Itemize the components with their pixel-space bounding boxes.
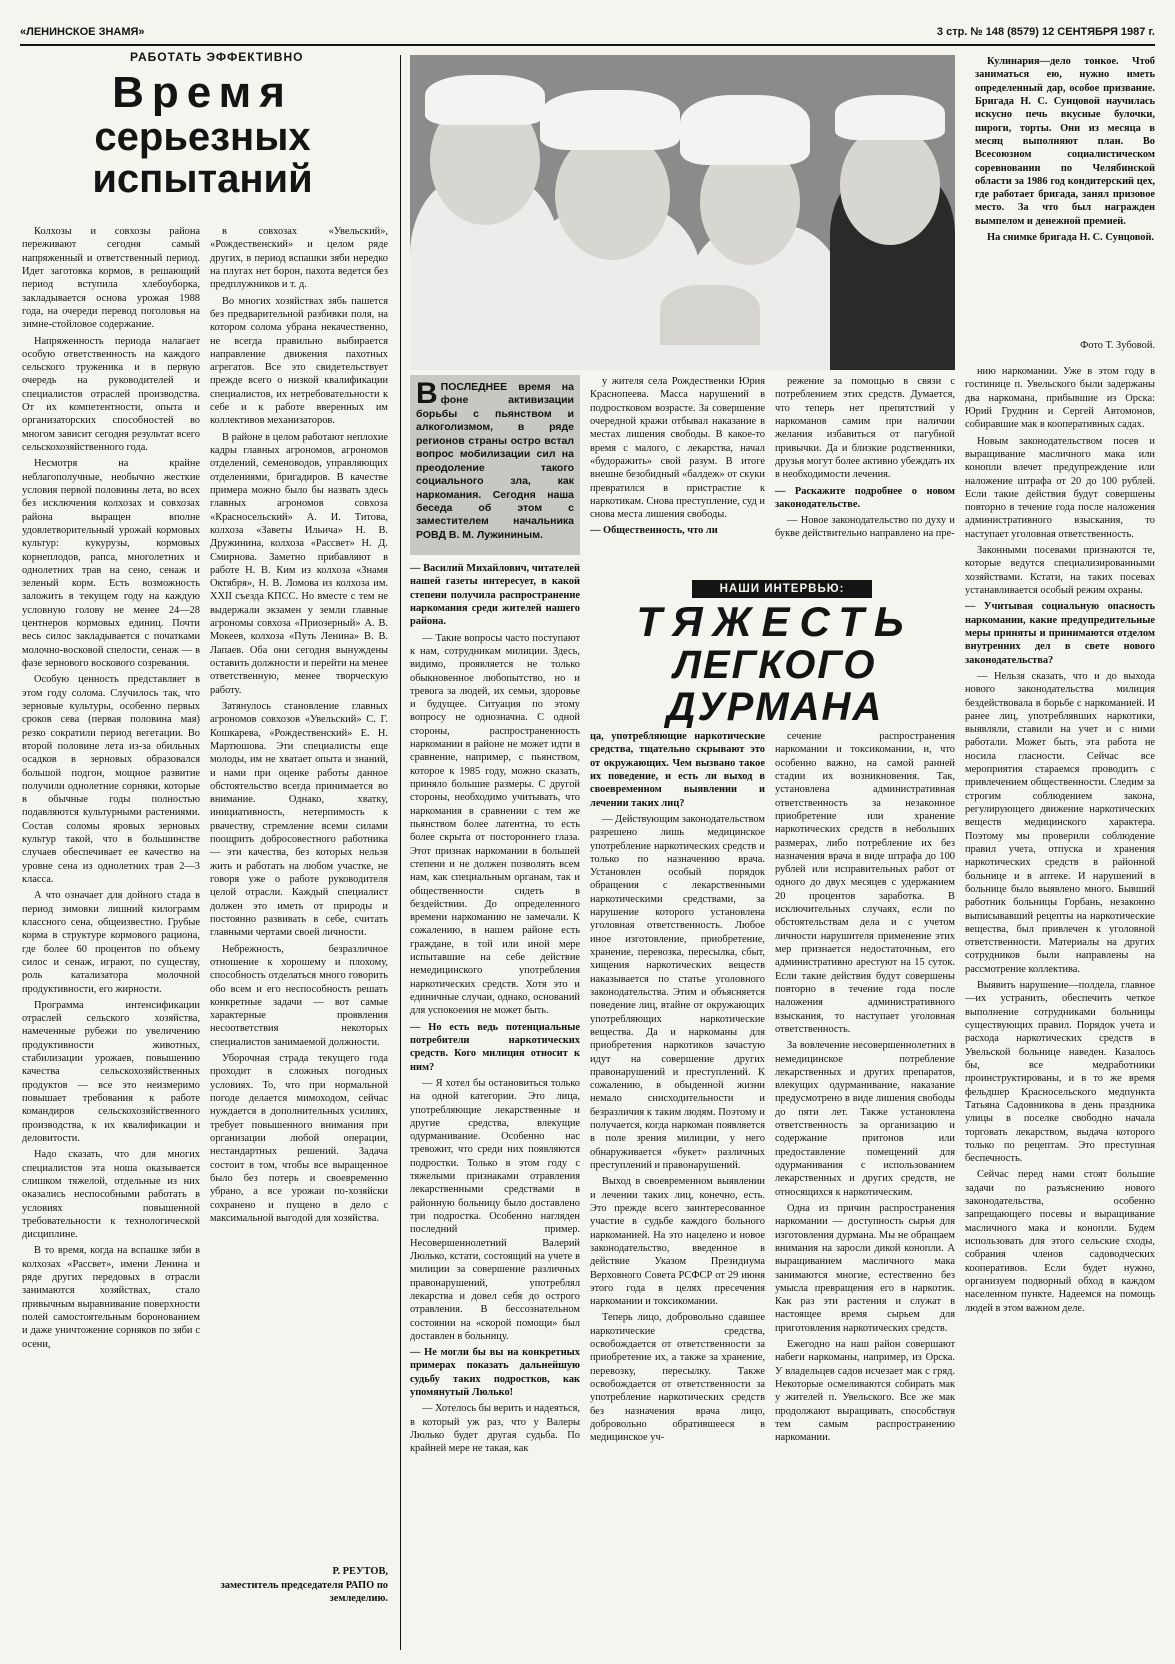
answer: Теперь лицо, добровольно сдавшее наркотические средства, освобождается от ответственности за приобретение их, а также за хранение, перевозку, пересылку. Также освобождается от ответственности за употребление наркотических средств без назначения врача лицо, добровольно обратившееся в медицинское уч-: [590, 1312, 765, 1444]
article1-title-line3: испытаний: [92, 157, 313, 202]
answer: Законными посевами признаются те, которые ведутся специализированными хозяйствами. Кстати, на таких посевах устанавливается особый режим охраны.: [965, 545, 1155, 596]
paragraph: Несмотря на крайне неблагополучные, необычно жесткие условия первой половины лета, во всех без исключения колхозах и совхозах района выращен вполне удовлетворительный урожай кормовых культур: кукурузы, кормовых корнеплодов, рапса, многолетних и однолетних трав на сено, сенаж и зеленый корм. Есть возможность заложить в текущем году на каждую условную голову не менее 24—28 центнеров кормовых единиц. Почти весь силос закладывается с початками молочно-восковой спелости, сенаж — в фазе зернового воскового созревания.: [22, 458, 200, 669]
question: — Раскажите подробнее о новом законодательстве.: [775, 485, 955, 510]
answer: у жителя села Рождественки Юрия Краснопеева. Масса нарушений в подростковом возрасте. За совершение очередной кражи отбывал наказание в местах лишения свободы. В какое-то время с малого, с лекарства, начал «будоражить» свой разум. В итоге внешне безобидный «балдеж» от скуки превратился в пристрастие к наркотикам. Снова преступление, суд и снова места лишения свободы.: [590, 376, 765, 521]
interview-column-2: [590, 730, 765, 1650]
interview-column-2-top: [590, 375, 765, 570]
answer: — Нельзя сказать, что и до выхода нового законодательства милиция бездействовала в борьбе с наркоманией. И ранее лиц, употреблявших наркотики, выявляли, ставили на учет и с ними работали. Может быть, эта работа не носила гласности. Сейчас все мероприятия стараемся проводить с привлечением общественности. Следим за строгим соблюдением закона, регулирующего движение наркотических веществ медицинского характера. Поэтому мы проверили соблюдение правил учета, отпуска и хранения наркотических средств в районной больнице и в аптеке. И нарушений в больнице было выявлено много. Бывший работник больницы Горбань, незаконно выписывавший рецепты на наркотические вещества, был привлечен к уголовной ответственности. Материалы на других сотрудников были направлены на рассмотрение коллектива.: [965, 670, 1155, 975]
interview-title-line2: ЛЕГКОГО ДУРМАНА: [666, 643, 884, 730]
question: ца, употребляющие наркотические средства, тщательно скрывают это от окружающих. Чем вызвано такое их поведение, и есть ли выход в своевременном выявлении и лечении таких лиц?: [590, 731, 765, 809]
answer: Сейчас перед нами стоят большие задачи по разъяснению нового законодательства, особенно запрещающего посевы и выращивание масличного мака и конопли. Будем использовать для этого сельские сходы, собрания членов садоводческих кооперативов. Если будет нужно, организуем подворный обход в каждом населенном пункте. Надеемся на помощь людей в этом важном деле.: [965, 1169, 1155, 1314]
article1-column-1: [22, 225, 200, 1655]
answer: Выход в своевременном выявлении и лечении таких лиц, конечно, есть. Это прежде всего заинтересованное участие в судьбе каждого больного наркоманией. На это нацелено и новое законодательство, введенное в действие Указом Президиума Верховного Совета РСФСР от 29 июня этого года в целях пресечения наркомании и токсикомании.: [590, 1176, 765, 1308]
interview-column-3-top: [775, 375, 955, 570]
answer: — Я хотел бы остановиться только на одной категории. Это лица, употребляющие лекарственные и другие средства, влекущие одурманивание. Особенно нас тревожит, что среди них появляются подростки. Только в этом году с тяжелыми признаками отравления лекарственными средствами в районную больницу было доставлено три подростка. Особенно нагляден последний пример. Несовершеннолетний Валерий Люлько, кстати, состоящий на учете в милиции за совершение различных правонарушений, употреблял лекарства и довел себя до острого отравления. В бессознательном состоянии на «скорой помощи» был доставлен в больницу.: [410, 1077, 580, 1342]
interview-column-4: [965, 365, 1155, 1655]
answer: Ежегодно на наш район совершают набеги наркоманы, например, из Орска. У владельцев садов исчезает мак с гряд. Некоторые осмеливаются собирать мак у жителей п. Увельского. Все же мак продолжают выращивать, способствуя тем самым распространению наркомании.: [775, 1339, 955, 1444]
paragraph: Колхозы и совхозы района переживают сегодня самый напряженный и ответственный период. Идет заготовка кормов, в решающий период вступила хлебоуборка, закладывается основа урожая 1988 года, на очереди перевод поголовья на зимне-стойловое содержание.: [22, 226, 200, 331]
photo-credit: Фото Т. Зубовой.: [1080, 340, 1155, 351]
interview-title: [585, 600, 965, 728]
paragraph: Уборочная страда текущего года проходит в сложных погодных условиях. То, что при нормальной погоде делается мимоходом, сейчас нуждается в дополнительных усилиях, требует повышенного внимания при организации любой операции, нестандартных решений. Задача состоит в том, чтобы все выращенное было без потерь и своевременно убрано, а все урожаи по-хозяйски сохранено и пущено в дело с максимальной выгодой для хозяйства.: [210, 1053, 388, 1224]
answer: Одна из причин распространения наркомании — доступность сырья для изготовления дурмана. Мы не обращаем внимания на заросли дикой конопли. А выращиванием масличного мака занимаются многие, естественно без умысла превращения его в наркотик. Как раз эти растения и служат в настоящее время сырьем для приготовления наркотических средств.: [775, 1202, 955, 1334]
paragraph: Напряженность периода налагает особую ответственность на каждого сельского труженика и в первую очередь на руководителей и специалистов отраслей производства. От их компетентности, опыта и организаторских способностей во многом зависит сегодня результат всего сельскохозяйственного года.: [22, 335, 200, 453]
answer: — Такие вопросы часто поступают к нам, сотрудникам милиции. Здесь, видимо, проявляется не только обыкновенное любопытство, но и тревога за людей, их семьи, здоровье и будущее. Ситуация по этому вопросу не однозначна. С одной стороны, распространенность наркомании в районе не может идти в сравнение, например, с пьянством, которое к 1985 году, можно сказать, приняло большие размеры. С другой стороны, необходимо учитывать, что наркомания в сравнении с тем же пьянством более латентна, то есть более скрыта от постороннего глаза. Этот признак наркомании в большей степени и не должен позволять всем нам, как специальным органам, так и общественности сидеть в бездействии. До определенного времени наркоманию не замечали. К сожалению, в нашем районе есть граждане, в той или иной мере испытавшие на себе действие немедицинского употребления наркотических средств. Хотя это и единичные случаи, однако, оснований для успокоения не может быть.: [410, 632, 580, 1017]
question: — Общественность, что ли: [590, 525, 718, 537]
answer: режение за помощью в связи с потреблением этих средств. Думается, что теперь нет препятствий у наркоманов самим при наличии желания избавиться от пагубной привычки. Да и близкие родственники, друзья могут более активно убеждать их в необходимости лечения.: [775, 376, 955, 481]
author-name: Р. РЕУТОВ,: [332, 1566, 388, 1577]
paragraph: Во многих хозяйствах зябь пашется без предварительной разбивки поля, на котором солома убрана некачественно, не всегда правильно выбирается направление движения пахотных агрегатов. Все это свидетельствует прежде всего о низкой квалификации специалистов, их нетребовательности к себе и к работе вверенных им коллективов механизаторов.: [210, 295, 388, 427]
caption-subject: На снимке бригада Н. С. Сунцовой.: [987, 232, 1155, 244]
newspaper-header: [20, 20, 1155, 46]
caption-text: Кулинария—дело тонкое. Чтоб заниматься ею, нужно иметь определенный дар, особое призвание. Бригада Н. С. Сунцовой научилась искусно печь вкусные булочки, пироги, торты. Они из месяца в месяц выполняют план. Во Всесоюзном социалистическом соревновании по Челябинской области за 1986 год кондитерский цех, где работает бригада, занял призовое место. За что был награжден вымпелом и денежной премией.: [975, 56, 1155, 227]
question: — Не могли бы вы на конкретных примерах показать дальнейшую судьбу таких подростков, как упомянутый Люлько!: [410, 1347, 580, 1399]
interview-column-1: [410, 562, 580, 1652]
rubric-label: НАШИ ИНТЕРВЬЮ:: [692, 580, 872, 598]
article1-title-line1: Время: [112, 68, 293, 117]
article1-title: [30, 70, 375, 200]
bakery-brigade-photo: [410, 55, 955, 370]
issue-info: 3 стр. № 148 (8579) 12 СЕНТЯБРЯ 1987 г.: [936, 26, 1155, 38]
answer: Новым законодательством посев и выращивание масличного мака или конопли влечет предупреждение или наложение штрафа от 20 до 100 рублей. Если такие действия будут совершены повторно в течение года после наложения административного взыскания, то наступает уголовная ответственность.: [965, 435, 1155, 540]
drop-cap: В: [416, 377, 438, 410]
answer: За вовлечение несовершеннолетних в немедицинское потребление лекарственных и других препаратов, влекущих одурманивание, наказание предусмотрено в виде лишения свободы до пяти лет. Также установлена ответственность за организацию и содержание притонов или предоставление помещений для одурманивания с использованием лекарственных и других средств, не относящихся к наркотическим.: [775, 1040, 955, 1198]
lead-text: ПОСЛЕДНЕЕ время на фоне активизации борьбы с пьянством и алкоголизмом, в ряде регионов страны остро встал вопрос мобилизации сил на преодоление такого социального зла, как наркомания. Сегодня наша беседа об этом с заместителем начальника РОВД В. М. Лужининым.: [416, 381, 574, 541]
paragraph: В районе в целом работают неплохие кадры главных агрономов, агрономов отделений, семеноводов, управляющих отделениями, бригадиров. В качестве примера можно было бы назвать здесь главных агрономов совхоза «Красносельский» А. И. Титова, колхоза «Заветы Ильича» Н. В. Дружинина, колхоза «Рассвет» Н. Д. Смирнова. Заметно прибавляют в работе Н. В. Ким из колхоза «Знамя Октября», Н. В. Ломова из колхоза им. XXII съезда КПСС. Но вместе с тем не выдержали экзамен у земли главные агрономы совхоза «Приозерный» А. В. Мокеев, колхоза «Путь Ленина» В. В. Лапаев. Оба они сегодня вынуждены оставить должности и перейти на менее ответственную, менее творческую работу.: [210, 431, 388, 696]
paragraph: Особую ценность представляет в этом году солома. Случилось так, что зерновые культуры, особенно первых сроков сева (первая половина мая) резко сократили период вегетации. Во второй половине лета из-за обильных осадков в зерновых образовался большой подгон, мощное развитие получили однолетние сорняки, которые в обычные годы полностью подавляются культурными растениями. Состав соломы яровых зерновых культур такой, что в большинстве случаев обеспечивает ее качество на уровне сена из однолетних трав 2—3 класса.: [22, 674, 200, 885]
paragraph: Затянулось становление главных агрономов совхозов «Увельский» С. Г. Кошкарева, «Рождественский» Е. Н. Мартюшова. Эти специалисты еще молоды, им не хватает опыта и знаний, и нами при оценке работы данное обстоятельство всегда принимается во внимание. Однако, хватку, инициативность, нетерпимость к рвачеству, стремление всеми силами поощрить добросовестного работника — эти качества, без которых нельзя жить и работать на любом участке, не говоря уже о работе руководителя целой отрасли. Каждый специалист должен это иметь от природы и постоянно развивать в себе, считать главными чертами своей личности.: [210, 700, 388, 939]
interview-column-3: [775, 730, 955, 1650]
article1-kicker: РАБОТАТЬ ЭФФЕКТИВНО: [130, 50, 304, 64]
article1-column-2: [210, 225, 388, 1560]
question: — Василий Михайлович, читателей нашей газеты интересует, в какой степени получила распространение наркомания среди жителей нашего района.: [410, 563, 580, 628]
answer: — Действующим законодательством разрешено лишь медицинское употребление наркотических средств и только по назначению врача. Установлен особый порядок обращения с лекарственными наркотическими средствами, за нарушение которого установлена уголовная ответственность. Любое иное изготовление, приобретение, хранение, перевозка, пересылка, сбыт, хищения наркотических веществ наказывается по статье уголовного законодательства. Этим и объясняется поведение лиц, втайне от окружающих употребляющих наркотические вещества. Да и наркоманы для приобретения наркотиков зачастую идут на совершение других правонарушений и преступлений. К сожалению, в обыденной жизни немало снисходительности и безразличия к таким людям. Поэтому и получается, когда наркоман появляется в поле зрения милиции, у него обнаруживается «букет» различных преступлений и правонарушений.: [590, 813, 765, 1171]
answer: — Хотелось бы верить и надеяться, в который уж раз, что у Валеры Люлько будет другая судьба. По крайней мере не такая, как: [410, 1403, 580, 1455]
column-rule: [400, 55, 401, 1650]
answer: — Новое законодательство по духу и букве действительно направлено на пре-: [775, 515, 955, 540]
paper-name: «ЛЕНИНСКОЕ ЗНАМЯ»: [20, 26, 145, 38]
article1-title-line2: серьезных: [94, 115, 311, 160]
paragraph: Программа интенсификации отраслей сельского хозяйства, намеченные рубежи по увеличению продуктивности животных, стабилизации урожаев, повышению качества сельскохозяйственных продуктов — все это неизмеримо повышает требования к работе командиров сельскохозяйственного производства, к их квалификации и деловитости.: [22, 999, 200, 1144]
photo-caption: [975, 55, 1155, 340]
paragraph: Надо сказать, что для многих специалистов эта ноша оказывается слишком тяжелой, отдельные из них оказались неспособными работать в условиях повышенной требовательности к технологической дисциплине.: [22, 1149, 200, 1241]
paragraph: В то время, когда на вспашке зяби в колхозах «Рассвет», имени Ленина и ряде других передовых в отрасли занимаются хозяйствах, стало привычным выравнивание поверхности полей самостоятельным боронованием и даже уничтожение сорняков по зяби с осени,: [22, 1245, 200, 1350]
paragraph: в совхозах «Увельский», «Рождественский» и целом ряде других, в период вспашки зяби нередко на плугах нет борон, пахота ведется без предплужников и т. д.: [210, 226, 388, 291]
answer: нию наркомании. Уже в этом году в гостинице п. Увельского были задержаны два наркомана, прибывшие из Орска: Юрий Груднин и Сергей Автомонов, собиравшие мак в кооперативных садах.: [965, 366, 1155, 431]
question: — Учитывая социальную опасность наркомании, какие предупредительные меры приняты и принимаются отделом внутренних дел в свете нового законодательства?: [965, 601, 1155, 666]
paragraph: Небрежность, безразличное отношение к хорошему и плохому, способность отделаться много говорить обо всем и его неспособность решать конкретные задачи — вот самые характерные проявления несоответствия некоторых специалистов занимаемой должности.: [210, 943, 388, 1048]
author-title: заместитель председателя РАПО по земледелию.: [220, 1579, 388, 1605]
answer: Выявить нарушение—полдела, главное—их устранить, обеспечить четкое выполнение сотрудниками больницы существующих правил. Порядок учета и расхода наркотических средств в Увельской больнице наведен. Казалось бы, все медработники проинструктированы, и в то же время фельдшер Красносельского медпункта Татьяна Садовникова в день праздника улицы в поселке свободно начала торговать лекарством, выдача которого только по рецептам. Это преступная беспечность.: [965, 980, 1155, 1165]
question: — Но есть ведь потенциальные потребители наркотических средств. Кого милиция относит к ним?: [410, 1021, 580, 1073]
paragraph: А что означает для дойного стада в период зимовки лишний килограмм классного сена, общеизвестно. Грубые корма в структуре кормового рациона, где более 60 процентов по объему силос и сенаж, играют, по существу, роль катализатора молочной продуктивности, его жирности.: [22, 890, 200, 995]
interview-title-line1: ТЯЖЕСТЬ: [636, 598, 914, 645]
article1-signature: [210, 1565, 388, 1606]
interview-lead: [410, 375, 580, 555]
answer: сечение распространения наркомании и токсикомании, и, что особенно важно, на самой ранней стадии их возникновения. Так, установлена административная ответственность за незаконное приобретение или хранение наркотических средств в небольших размерах, либо потребление их без назначения врача в виде штрафа до 100 рублей или исправительных работ от одного до двух месяцев с удержанием 20 процентов заработка. В исключительных случаях, если по обстоятельствам дела и с учетом личности нарушителя применение этих мер признается недостаточным, его административно арестуют на 15 суток. Если такие действия будут совершены повторно в течение года после наложения административного взыскания, то наступает уголовная ответственность.: [775, 731, 955, 1035]
